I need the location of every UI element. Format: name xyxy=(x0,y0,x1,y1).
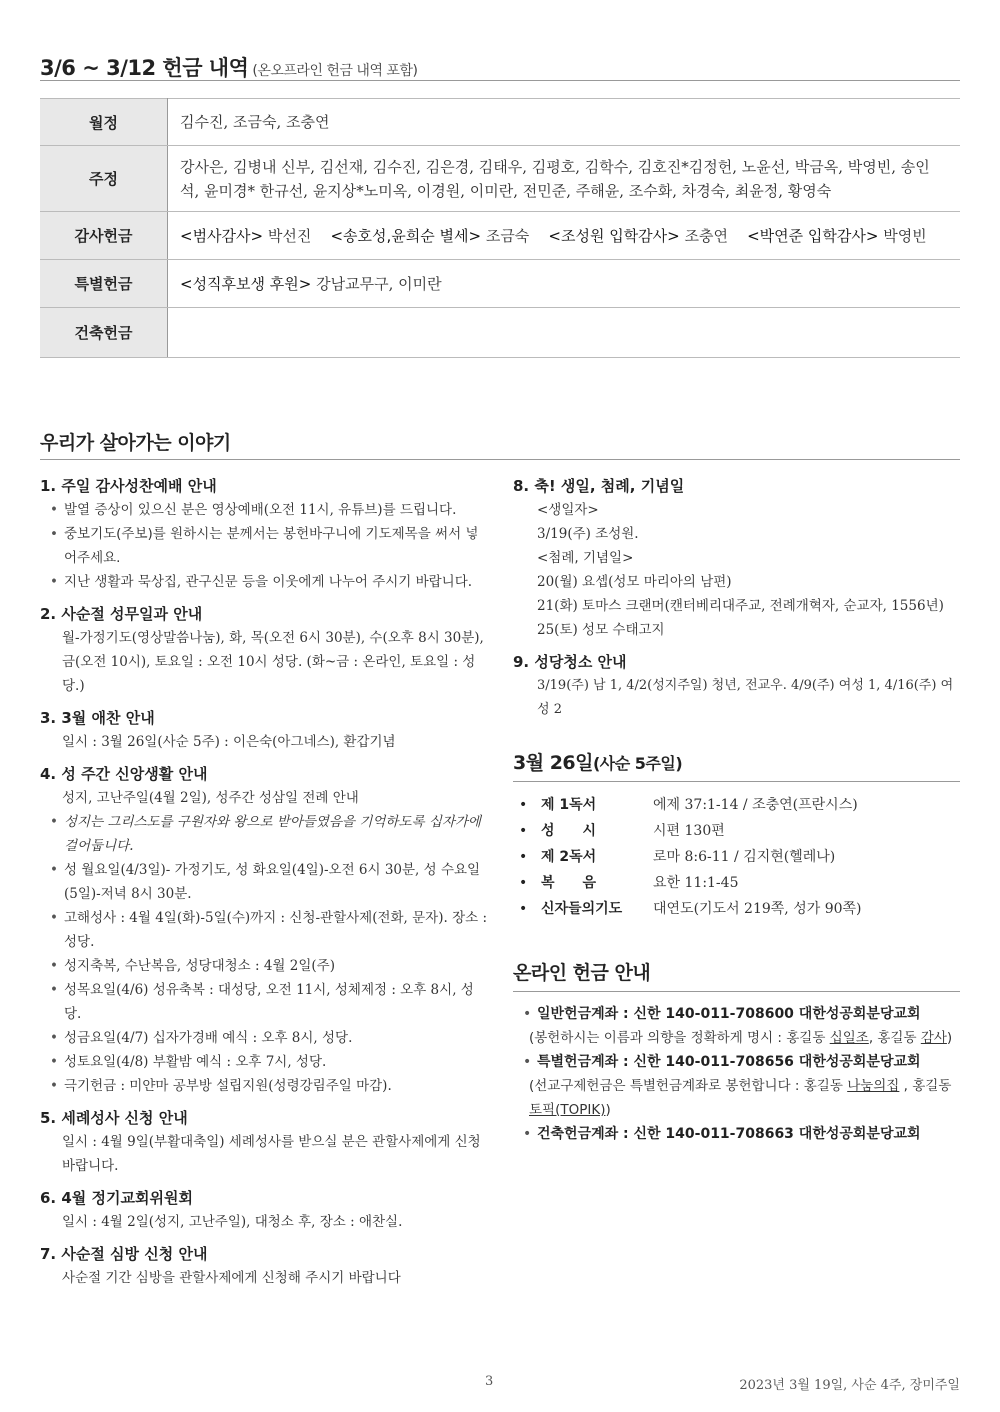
offering-table xyxy=(40,98,960,358)
list-item: • 지난 생활과 묵상집, 관구신문 등을 이웃에게 나누어 주시기 바랍니다. xyxy=(40,570,488,594)
online-divider xyxy=(513,991,960,992)
reading-label: 제 1독서 xyxy=(541,797,597,813)
story-heading: 2. 사순절 성무일과 안내 xyxy=(40,605,203,623)
list-item: • 극기헌금 : 미얀마 공부방 설립지원(성령강림주일 마감). xyxy=(40,1074,488,1098)
list-item: • 중보기도(주보)를 원하시는 분께서는 봉헌바구니에 기도제목을 써서 넣어주세요. xyxy=(40,522,488,570)
page-title xyxy=(40,52,417,82)
desc-underlined: 나눔의집 xyxy=(847,1078,900,1094)
row-value: 강사은, 김병내 신부, 김선재, 김수진, 김은경, 김태우, 김평호, 김학수, 김호진*김정헌, 노윤선, 박금옥, 박영빈, 송인석, 윤미경* 한규선, 윤지상*노미옥, 이경원, 이미란, 전민준, 주해윤, 조수화, 차경숙, 최윤정, 황영숙 xyxy=(168,146,961,212)
title-divider xyxy=(40,80,960,81)
account-desc xyxy=(513,1026,960,1050)
desc-text: , 홍길동 xyxy=(868,1030,921,1046)
next-sunday-divider xyxy=(513,781,960,782)
offering-names: 박영빈 xyxy=(883,226,927,245)
list-item: • 발열 증상이 있으신 분은 영상예배(오전 11시, 유튜브)를 드립니다. xyxy=(40,498,488,522)
list-item: • 성목요일(4/6) 성유축복 : 대성당, 오전 11시, 성체제정 : 오후 8시, 성당. xyxy=(40,978,488,1026)
account-item xyxy=(513,1050,960,1122)
list-item: • 성금요일(4/7) 십자가경배 예식 : 오후 8시, 성당. xyxy=(40,1026,488,1050)
next-sunday-date: 3월 26일 xyxy=(513,752,593,774)
story-heading: 6. 4월 정기교회위원회 xyxy=(40,1189,193,1207)
account-item xyxy=(513,1122,960,1146)
list-item: • 신자들의기도 대연도(기도서 219쪽, 성가 90쪽) xyxy=(513,896,960,922)
table-row xyxy=(40,146,960,212)
title-text: 3/6 ~ 3/12 헌금 내역 xyxy=(40,56,249,80)
desc-text: , 홍길동 xyxy=(899,1078,952,1094)
offering-tag: <송호성,윤희순 별세> xyxy=(330,226,482,245)
desc-text: (봉헌하시는 이름과 의향을 정확하게 명시 : 홍길동 xyxy=(529,1030,830,1046)
feast-item: 20(월) 요셉(성모 마리아의 남편) xyxy=(537,574,732,590)
account-item xyxy=(513,1002,960,1050)
table-row xyxy=(40,99,960,146)
birthday-label: <생일자> xyxy=(537,502,599,518)
story-heading: 5. 세례성사 신청 안내 xyxy=(40,1109,188,1127)
list-item: • 성토요일(4/8) 부활밤 예식 : 오후 7시, 성당. xyxy=(40,1050,488,1074)
reading-label: 신자들의기도 xyxy=(541,901,623,917)
account-label: 특별헌금계좌 : 신한 140-011-708656 대한성공회분당교회 xyxy=(537,1054,921,1070)
offering-tag: <조성원 입학감사> xyxy=(548,226,680,245)
story-body: 일시 : 4월 9일(부활대축일) 세례성사를 받으실 분은 관할사제에게 신청바랍니다. xyxy=(62,1134,481,1174)
left-column xyxy=(40,466,488,1290)
offering-names: 강남교무구, 이미란 xyxy=(316,274,442,293)
row-label: 건축헌금 xyxy=(40,308,168,358)
desc-underlined: 십일조 xyxy=(829,1030,869,1046)
footer-date: 2023년 3월 19일, 사순 4주, 장미주일 xyxy=(739,1378,960,1393)
list-item: • 성지축복, 수난복음, 성당대청소 : 4월 2일(주) xyxy=(40,954,488,978)
right-column xyxy=(513,466,960,1146)
list-item: • 성지는 그리스도를 구원자와 왕으로 받아들였음을 기억하도록 십자가에 걸어둡니다. xyxy=(40,810,488,858)
story-heading: 7. 사순절 심방 신청 안내 xyxy=(40,1245,208,1263)
story-body: 사순절 기간 심방을 관할사제에게 신청해 주시기 바랍니다 xyxy=(62,1270,401,1286)
feast-label: <첨례, 기념일> xyxy=(537,550,634,566)
reading-value: 대연도(기도서 219쪽, 성가 90쪽) xyxy=(653,901,862,917)
feast-item: 25(토) 성모 수태고지 xyxy=(537,622,665,638)
row-value xyxy=(168,212,961,260)
table-row xyxy=(40,260,960,308)
desc-text: ) xyxy=(605,1102,611,1118)
desc-text: ) xyxy=(946,1030,953,1046)
stories-title: 우리가 살아가는 이야기 xyxy=(40,432,231,454)
row-label: 특별헌금 xyxy=(40,260,168,308)
story-body: 일시 : 3월 26일(사순 5주) : 이은숙(아그네스), 환갑기념 xyxy=(62,734,396,750)
account-label: 일반헌금계좌 : 신한 140-011-708600 대한성공회분당교회 xyxy=(537,1006,921,1022)
story-heading: 3. 3월 애찬 안내 xyxy=(40,709,155,727)
reading-value: 에제 37:1-14 / 조충연(프란시스) xyxy=(653,797,858,813)
row-label: 월정 xyxy=(40,99,168,146)
readings-list xyxy=(513,792,960,922)
reading-label: 복 음 xyxy=(541,875,597,891)
row-value xyxy=(168,260,961,308)
story-heading: 1. 주일 감사성찬예배 안내 xyxy=(40,477,217,495)
offering-names: 조충연 xyxy=(684,226,728,245)
list-item: • 성 월요일(4/3일)- 가정기도, 성 화요일(4일)-오전 6시 30분, 성 수요일(5일)-저녁 8시 30분. xyxy=(40,858,488,906)
list-item: • 성 시 시편 130편 xyxy=(513,818,960,844)
account-label: 건축헌금계좌 : 신한 140-011-708663 대한성공회분당교회 xyxy=(537,1126,921,1142)
story-heading: 9. 성당청소 안내 xyxy=(513,653,627,671)
stories-divider xyxy=(40,459,960,460)
story-body: 일시 : 4월 2일(성지, 고난주일), 대청소 후, 장소 : 애찬실. xyxy=(62,1214,403,1230)
list-item: • 제 2독서 로마 8:6-11 / 김지현(헬레나) xyxy=(513,844,960,870)
reading-value: 시편 130편 xyxy=(653,823,725,839)
reading-value: 로마 8:6-11 / 김지현(헬레나) xyxy=(653,849,836,865)
list-item: • 고해성사 : 4월 4일(화)-5일(수)까지 : 신청-관할사제(전화, 문자). 장소 : 성당. xyxy=(40,906,488,954)
desc-underlined: 토픽(TOPIK) xyxy=(529,1102,606,1118)
offering-names: 박선진 xyxy=(267,226,312,245)
reading-value: 요한 11:1-45 xyxy=(653,875,739,891)
reading-label: 제 2독서 xyxy=(541,849,597,865)
next-sunday-suffix: (사순 5주일) xyxy=(592,754,683,773)
row-value: 김수진, 조금숙, 조충연 xyxy=(168,99,961,146)
birthday-value: 3/19(주) 조성원. xyxy=(537,526,639,542)
desc-underlined: 감사 xyxy=(920,1030,947,1046)
desc-text: (선교구제헌금은 특별헌금계좌로 봉헌합니다 : 홍길동 xyxy=(529,1078,848,1094)
title-subtitle: (온오프라인 헌금 내역 포함) xyxy=(252,63,418,79)
list-item: • 복 음 요한 11:1-45 xyxy=(513,870,960,896)
story-heading: 8. 축! 생일, 첨례, 기념일 xyxy=(513,477,685,495)
online-title: 온라인 헌금 안내 xyxy=(513,962,651,984)
story-body: 3/19(주) 남 1, 4/2(성지주일) 청년, 전교우. 4/9(주) 여성 1, 4/16(주) 여성 2 xyxy=(537,678,954,717)
offering-names: 조금숙 xyxy=(485,226,530,245)
list-item: • 제 1독서 에제 37:1-14 / 조충연(프란시스) xyxy=(513,792,960,818)
next-sunday-title xyxy=(513,748,960,775)
offering-tag: <박연준 입학감사> xyxy=(747,226,879,245)
table-row xyxy=(40,308,960,358)
story-subheading: 성지, 고난주일(4월 2일), 성주간 성삼일 전례 안내 xyxy=(62,790,359,806)
feast-item: 21(화) 토마스 크랜머(캔터베리대주교, 전례개혁자, 순교자, 1556년) xyxy=(537,598,944,614)
account-desc xyxy=(513,1074,960,1122)
page-number: 3 xyxy=(485,1374,494,1389)
story-heading: 4. 성 주간 신앙생활 안내 xyxy=(40,765,208,783)
story-body: 월-가정기도(영상말씀나눔), 화, 목(오전 6시 30분), 수(오후 8시 30분), 금(오전 10시), 토요일 : 오전 10시 성당. (화~금 : 온라인, 토요일 : 성당.) xyxy=(62,630,484,694)
row-label: 주정 xyxy=(40,146,168,212)
table-row xyxy=(40,212,960,260)
row-value xyxy=(168,308,961,358)
reading-label: 성 시 xyxy=(541,823,597,839)
offering-tag: <성직후보생 후원> xyxy=(180,274,312,293)
row-label: 감사헌금 xyxy=(40,212,168,260)
offering-tag: <범사감사> xyxy=(180,226,264,245)
